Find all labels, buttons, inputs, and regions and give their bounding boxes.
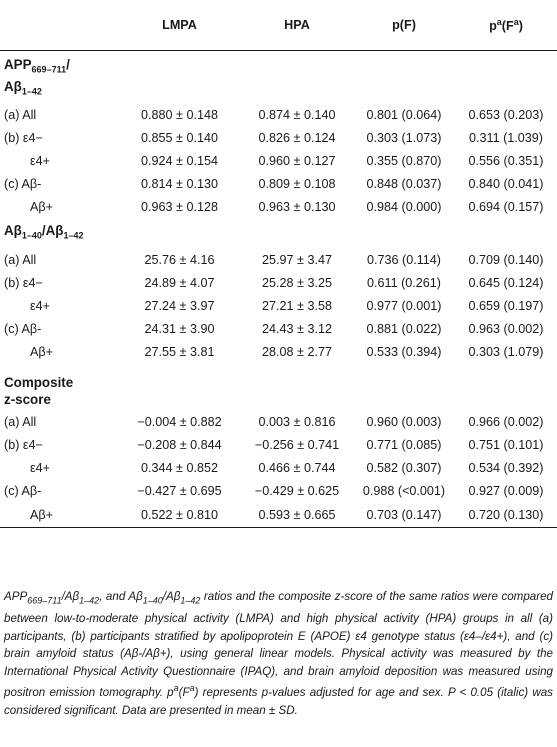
table-row: Aβ+ 0.963 ± 0.128 0.963 ± 0.130 0.984 (0.000) 0.694 (0.157) (30, 199, 544, 214)
table-row: ε4+ 0.344 ± 0.852 0.466 ± 0.744 0.582 (0.307) 0.534 (0.392) (30, 460, 544, 475)
table-row: (a) All −0.004 ± 0.882 0.003 ± 0.816 0.960 (0.003) 0.966 (0.002) (4, 414, 544, 429)
header-pafa: $p^a(F^a)$ (455, 0, 557, 51)
header-lmpa: LMPA (118, 0, 241, 51)
table-row: (b) ε4− 0.855 ± 0.140 0.826 ± 0.124 0.303 (1.073) 0.311 (1.039) (4, 130, 543, 145)
table-row: (c) Aβ- 0.814 ± 0.130 0.809 ± 0.108 0.848 (0.037) 0.840 (0.041) (4, 176, 544, 191)
table-row: (b) ε4− 24.89 ± 4.07 25.28 ± 3.25 0.611 (0.261) 0.645 (0.124) (4, 275, 544, 290)
table-row: (b) ε4− −0.208 ± 0.844 −0.256 ± 0.741 0.771 (0.085) 0.751 (0.101) (4, 437, 544, 452)
table-row: (a) All 0.880 ± 0.148 0.874 ± 0.140 0.801 (0.064) 0.653 (0.203) (4, 107, 544, 122)
table-row: (a) All 25.76 ± 4.16 25.97 ± 3.47 0.736 (0.114) 0.709 (0.140) (4, 252, 544, 267)
table-footnote: $APP_{669-711}/A\beta_{1-42}$, and $A\beta_{1-40}/A\beta_{1-42}$ ratios and the composite z-score of the same ratios were compared between low-to-moderate physical activity (LMPA) and high physical activity (HPA) groups in all (a) participants, (b) participants stratified by apolipoprotein E (APOE) ε4 genotype status (ε4–/ε4+), and (c) brain amyloid status (Aβ-/Aβ+), using general linear models. Physical activity was measured by the International Physical Activity Questionnaire (IPAQ), and brain amyloid deposition was measured using positron emission tomography. $p^a(F^a)$ represents p-values adjusted for age and sex. P < 0.05 (italic) was considered significant. Data are presented in mean ± SD. (4, 590, 553, 717)
header-empty (0, 0, 118, 51)
section-title-app-ratio: $APP_{669-711}/$ $A\beta_{1-42}$ (4, 56, 70, 97)
table-row: Aβ+ 27.55 ± 3.81 28.08 ± 2.77 0.533 (0.394) 0.303 (1.079) (30, 344, 544, 359)
table-row: (c) Aβ- −0.427 ± 0.695 −0.429 ± 0.625 0.988 (<0.001) 0.927 (0.009) (4, 483, 544, 498)
header-hpa: HPA (241, 0, 353, 51)
section-title-composite: Composite z-score (4, 375, 74, 407)
table-row: ε4+ 27.24 ± 3.97 27.21 ± 3.58 0.977 (0.001) 0.659 (0.197) (30, 298, 544, 313)
table-row: ε4+ 0.924 ± 0.154 0.960 ± 0.127 0.355 (0.870) 0.556 (0.351) (30, 153, 544, 168)
header-pf: p(F) (353, 0, 455, 51)
table-row: Aβ+ 0.522 ± 0.810 0.593 ± 0.665 0.703 (0.147) 0.720 (0.130) (0, 502, 557, 528)
header-row (0, 0, 557, 51)
section-title-abeta-ratio: $A\beta_{1-40}/A\beta_{1-42}$ (4, 223, 84, 241)
table-row: (c) Aβ- 24.31 ± 3.90 24.43 ± 3.12 0.881 (0.022) 0.963 (0.002) (4, 321, 544, 336)
